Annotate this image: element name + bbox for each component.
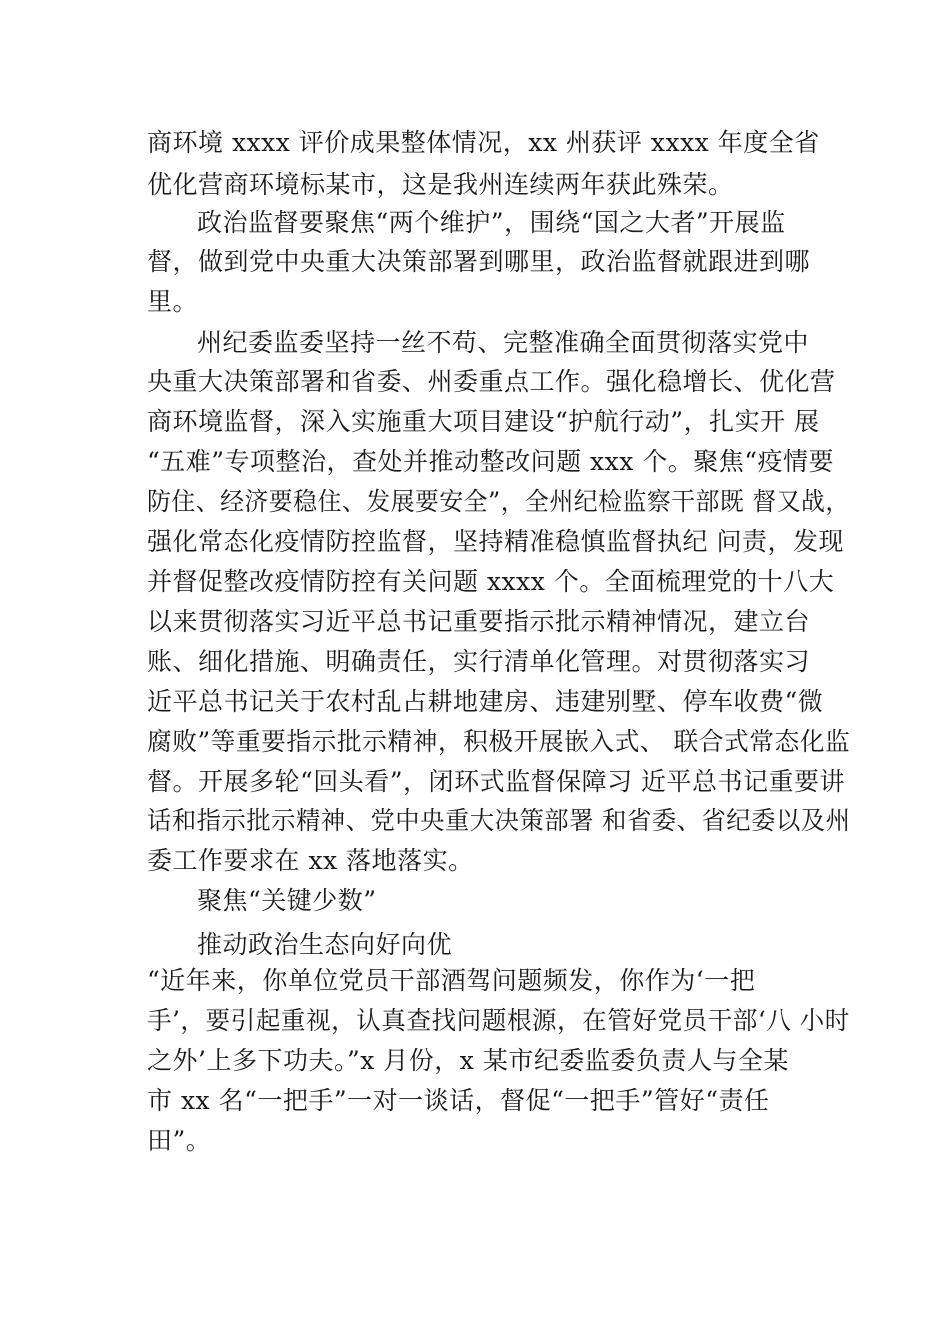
text-line: 强化常态化疫情防控监督，坚持精准稳慎监督执纪 问责，发现 [147,527,844,556]
text-line: “五难”专项整治，查处并推动整改问题 xxx 个。聚焦“疫情要 [147,447,835,476]
text-line: 以来贯彻落实习近平总书记重要指示批示精神情况，建立台 [147,607,811,636]
paragraph-start: 州纪委监委坚持一丝不苟、完整准确全面贯彻落实党中 [197,328,810,357]
text-line: 市 xx 名“一把手”一对一谈话，督促“一把手”管好“责任 [147,1086,770,1115]
text-line: 督，做到党中央重大决策部署到哪里，政治监督就跟进到哪 [147,247,811,276]
section-heading: 聚焦“关键少数” [197,886,377,915]
text-line: 商环境监督，深入实施重大项目建设“护航行动”，扎实开 展 [147,407,820,436]
paragraph-start: 政治监督要聚焦“两个维护”，围绕“国之大者”开展监 [197,208,786,237]
text-line: 之外’上多下功夫。”x 月份，x 某市纪委监委负责人与全某 [147,1046,789,1075]
text-line: 手’，要引起重视，认真查找问题根源，在管好党员干部‘八 小时 [147,1006,850,1035]
text-line: 优化营商环境标某市，这是我州连续两年获此殊荣。 [147,170,734,199]
text-line: 商环境 xxxx 评价成果整体情况，xx 州获评 xxxx 年度全省 [147,128,820,157]
text-line: 近平总书记关于农村乱占耕地建房、违建别墅、停车收费“微 [147,687,824,716]
text-line: 话和指示批示精神、党中央重大决策部署 和省委、省纪委以及州 [147,806,851,835]
text-line: 并督促整改疫情防控有关问题 xxxx 个。全面梳理党的十八大 [147,567,835,596]
text-line: 田”。 [147,1126,212,1155]
text-line: 央重大决策部署和省委、州委重点工作。强化稳增长、优化营 [147,367,836,396]
text-line: 督。开展多轮“回头看”，闭环式监督保障习 近平总书记重要讲 [147,767,846,796]
text-line: 里。 [147,287,199,316]
text-line: 账、细化措施、明确责任，实行清单化管理。对贯彻落实习 [147,647,811,676]
text-line: 委工作要求在 xx 落地落实。 [147,846,474,875]
text-line: 腐败”等重要指示批示精神，积极开展嵌入式、 联合式常态化监 [147,727,851,756]
text-line: “近年来，你单位党员干部酒驾问题频发，你作为‘一把 [147,966,756,995]
text-line: 防住、经济要稳住、发展要安全”，全州纪检监察干部既 督又战， [147,487,850,516]
section-subheading: 推动政治生态向好向优 [197,930,453,959]
